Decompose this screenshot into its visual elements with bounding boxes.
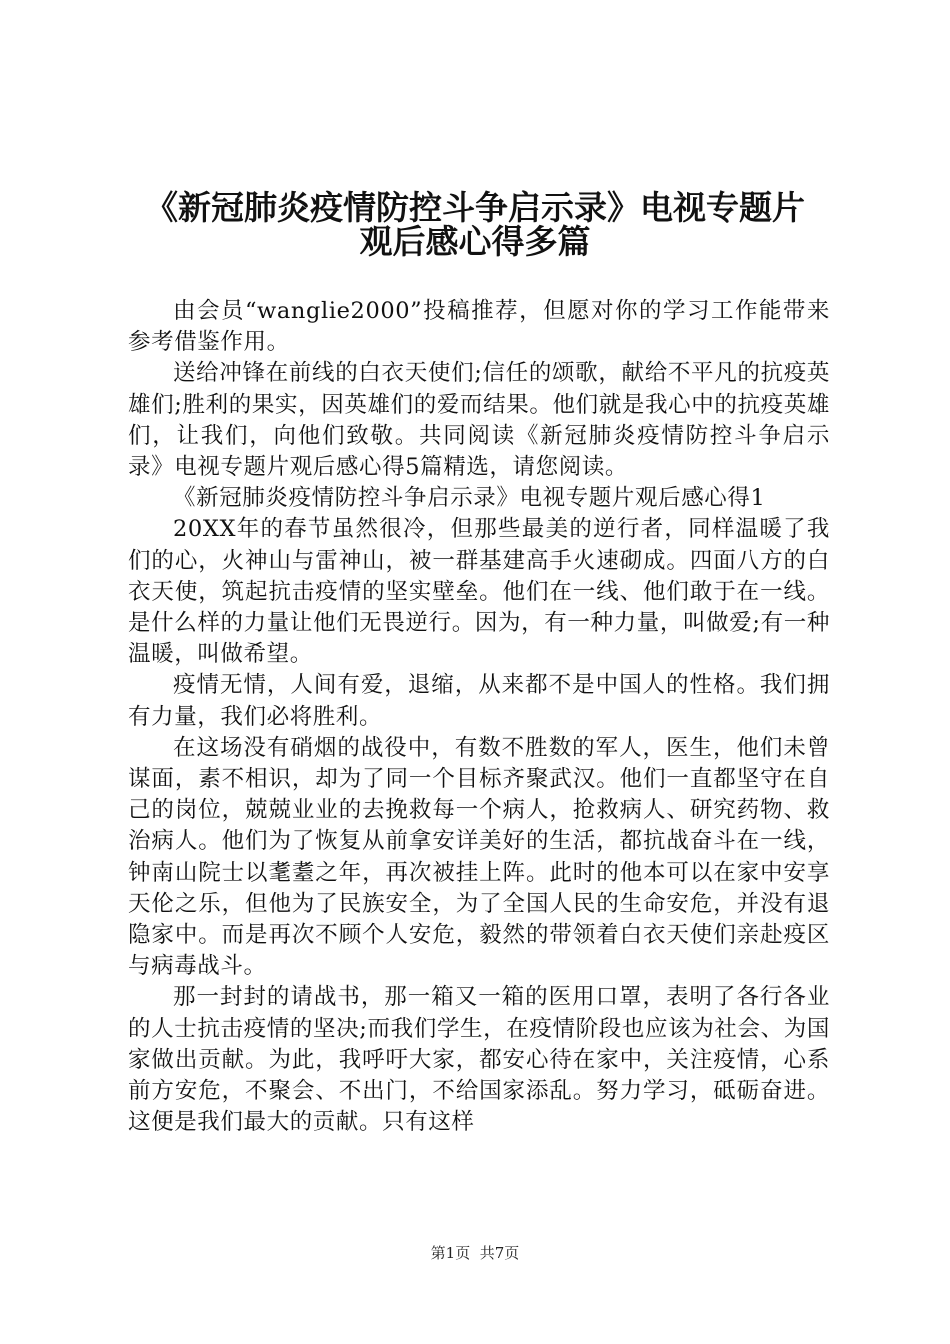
paragraph: 疫情无情，人间有爱，退缩，从来都不是中国人的性格。我们拥有力量，我们必将胜利。	[128, 672, 830, 730]
paragraph-intro: 由会员“wanglie2000”投稿推荐，但愿对你的学习工作能带来参考借鉴作用。	[128, 298, 830, 356]
document-title-line-2: 观后感心得多篇	[359, 222, 591, 261]
paragraph-summary: 送给冲锋在前线的白衣天使们;信任的颂歌，献给不平凡的抗疫英雄们;胜利的果实，因英雄们的爱而结果。他们就是我心中的抗疫英雄们，让我们，向他们致敬。共同阅读《新冠肺炎疫情防控斗争启示录》电视专题片观后感心得5篇精选，请您阅读。	[128, 360, 830, 481]
paragraph: 那一封封的请战书，那一箱又一箱的医用口罩，表明了各行各业的人士抗击疫情的坚决;而我们学生，在疫情阶段也应该为社会、为国家做出贡献。为此，我呼吁大家，都安心待在家中，关注疫情，心系前方安危，不聚会、不出门，不给国家添乱。努力学习，砥砺奋进。这便是我们最大的贡献。只有这样	[128, 984, 830, 1136]
page-footer	[0, 1243, 950, 1263]
footer-separator	[470, 1244, 480, 1262]
document-title-line-1: 《新冠肺炎疫情防控斗争启示录》电视专题片	[145, 188, 805, 227]
document-body	[128, 296, 830, 1138]
paragraph: 20XX年的春节虽然很冷，但那些最美的逆行者，同样温暖了我们的心，火神山与雷神山，被一群基建高手火速砌成。四面八方的白衣天使，筑起抗击疫情的坚实壁垒。他们在一线、他们敢于在一线。是什么样的力量让他们无畏逆行。因为，有一种力量，叫做爱;有一种温暖，叫做希望。	[128, 516, 830, 668]
paragraph: 在这场没有硝烟的战役中，有数不胜数的军人，医生，他们未曾谋面，素不相识，却为了同一个目标齐聚武汉。他们一直都坚守在自己的岗位，兢兢业业的去挽救每一个病人，抢救病人、研究药物、救治病人。他们为了恢复从前拿安详美好的生活，都抗战奋斗在一线，钟南山院士以耄耋之年，再次被挂上阵。此时的他本可以在家中安享天伦之乐，但他为了民族安全，为了全国人民的生命安危，并没有退隐家中。而是再次不顾个人安危，毅然的带领着白衣天使们亲赴疫区与病毒战斗。	[128, 734, 830, 980]
total-pages: 共7页	[479, 1244, 520, 1262]
section-heading-1: 《新冠肺炎疫情防控斗争启示录》电视专题片观后感心得1	[173, 485, 766, 512]
page-number: 第1页	[430, 1244, 471, 1262]
